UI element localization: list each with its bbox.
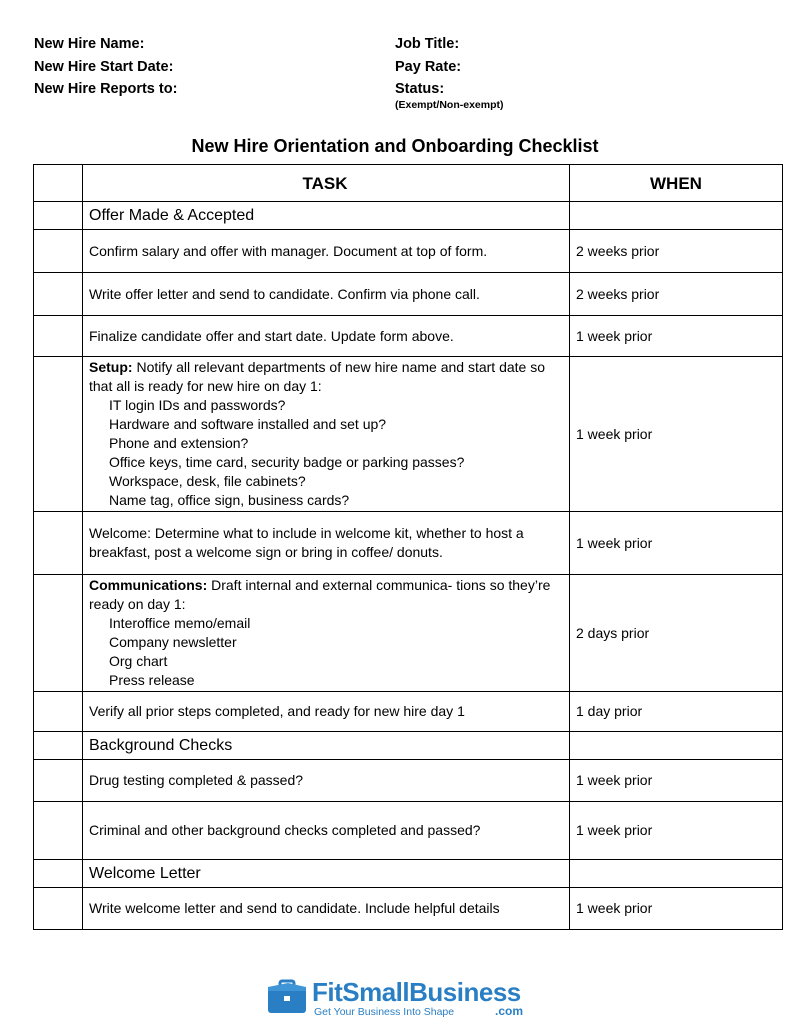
communications-label: Communications: [89,577,208,593]
task-cell: Write welcome letter and send to candidate. Include helpful details [83,888,570,930]
setup-item: Hardware and software installed and set up? [109,416,387,432]
section-title-letter: Welcome Letter [83,860,570,888]
onboarding-checklist-table [33,164,783,930]
new-hire-name-label: New Hire Name: [34,36,145,52]
communications-item: Company newsletter [109,634,237,650]
job-title-label: Job Title: [395,36,460,52]
communications-item: Interoffice memo/email [109,615,251,631]
logo-tagline: Get Your Business Into Shape [314,1006,455,1018]
communications-text: Draft internal and external communica- tions so they’re ready on day 1: [89,577,551,612]
page-title: New Hire Orientation and Onboarding Checklist [191,136,599,156]
checkbox-cell[interactable] [34,802,83,860]
checkbox-cell[interactable] [34,692,83,732]
section-title-offer: Offer Made & Accepted [83,202,570,230]
table-row [34,230,783,273]
checkbox-cell[interactable] [34,760,83,802]
checkbox-cell[interactable] [34,888,83,930]
task-column-header: TASK [83,165,570,202]
when-cell [570,860,783,888]
new-hire-reports-to-label: New Hire Reports to: [34,81,178,97]
section-row-background [34,732,783,760]
table-row-welcome [34,512,783,575]
status-label: Status: [395,81,445,97]
fitsmallbusiness-logo [264,976,526,1020]
checkbox-cell[interactable] [34,357,83,512]
setup-text: Notify all relevant departments of new hire name and start date so that all is ready for new hire on day 1: [89,359,546,394]
table-row [34,316,783,357]
new-hire-start-date-label: New Hire Start Date: [34,59,174,75]
task-cell-setup [83,357,570,512]
when-cell: 1 day prior [570,692,783,732]
when-cell: 1 week prior [570,316,783,357]
checkbox-cell[interactable] [34,316,83,357]
section-row-offer [34,202,783,230]
checkbox-cell[interactable] [34,202,83,230]
checkbox-cell[interactable] [34,575,83,692]
table-row-communications [34,575,783,692]
number-column-header [34,165,83,202]
setup-label: Setup: [89,359,133,375]
setup-item: IT login IDs and passwords? [109,397,286,413]
logo-suffix: .com [495,1004,524,1018]
task-cell: Verify all prior steps completed, and ready for new hire day 1 [83,692,570,732]
checkbox-cell[interactable] [34,860,83,888]
when-cell: 1 week prior [570,760,783,802]
communications-item: Press release [109,672,195,688]
table-row-setup [34,357,783,512]
logo-wordmark: FitSmallBusiness [312,977,521,1007]
status-note: (Exempt/Non-exempt) [395,99,504,111]
when-cell: 1 week prior [570,802,783,860]
task-cell: Welcome: Determine what to include in welcome kit, whether to host a breakfast, post a welcome sign or bring in coffee/ donuts. [83,512,570,575]
task-cell: Write offer letter and send to candidate. Confirm via phone call. [83,273,570,316]
setup-item: Office keys, time card, security badge or parking passes? [109,454,465,470]
checkbox-cell[interactable] [34,230,83,273]
table-row [34,888,783,930]
when-cell [570,732,783,760]
when-column-header: WHEN [570,165,783,202]
task-cell: Finalize candidate offer and start date. Update form above. [83,316,570,357]
communications-item: Org chart [109,653,168,669]
setup-item: Workspace, desk, file cabinets? [109,473,306,489]
section-row-letter [34,860,783,888]
when-cell [570,202,783,230]
task-cell: Confirm salary and offer with manager. Document at top of form. [83,230,570,273]
setup-intro [89,358,561,396]
when-cell: 1 week prior [570,357,783,512]
pay-rate-label: Pay Rate: [395,59,462,75]
checkbox-cell[interactable] [34,512,83,575]
table-header-row [34,165,783,202]
table-row [34,273,783,316]
communications-intro [89,576,561,614]
checkbox-cell[interactable] [34,732,83,760]
briefcase-icon [266,979,308,1015]
setup-item: Phone and extension? [109,435,249,451]
section-title-background: Background Checks [83,732,570,760]
when-cell: 1 week prior [570,512,783,575]
table-row [34,802,783,860]
table-row [34,692,783,732]
when-cell: 1 week prior [570,888,783,930]
task-cell-communications [83,575,570,692]
when-cell: 2 weeks prior [570,230,783,273]
when-cell: 2 days prior [570,575,783,692]
checkbox-cell[interactable] [34,273,83,316]
when-cell: 2 weeks prior [570,273,783,316]
task-cell: Criminal and other background checks completed and passed? [83,802,570,860]
table-row [34,760,783,802]
task-cell: Drug testing completed & passed? [83,760,570,802]
setup-item: Name tag, office sign, business cards? [109,492,350,508]
